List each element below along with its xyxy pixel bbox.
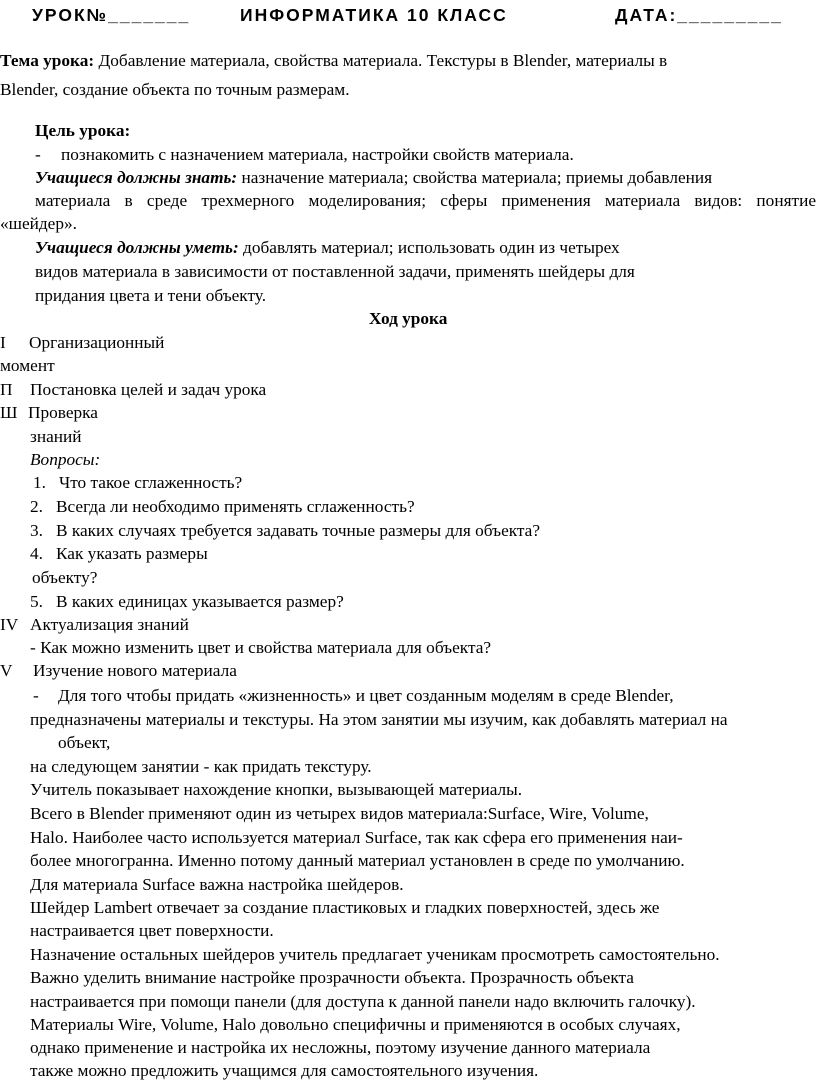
can-line-1 bbox=[35, 236, 620, 259]
question-1 bbox=[33, 471, 242, 494]
stage-5-text: Изучение нового материала bbox=[33, 661, 237, 680]
paragraph-1-line-2: предназначены материалы и текстуры. На этом занятии мы изучим, как добавлять материал на bbox=[30, 710, 728, 729]
date-field: ДАТА:_________ bbox=[615, 5, 783, 25]
stage-1-text: Организационный bbox=[29, 333, 165, 352]
paragraph-3-line-2: Halo. Наиболее часто используется материал Surface, так как сфера его применения наи- bbox=[30, 828, 683, 847]
question-1-number: 1. bbox=[33, 473, 46, 492]
can-label: Учащиеся должны уметь: bbox=[35, 238, 239, 257]
paragraph-7-line-2: однако применение и настройка их несложны, поэтому изучение данного материала bbox=[30, 1038, 651, 1057]
topic-text-1: Добавление материала, свойства материала. Текстуры в Blender, материалы в bbox=[98, 51, 668, 70]
paragraph-5-line-1: Шейдер Lambert отвечает за создание пластиковых и гладких поверхностей, здесь же bbox=[30, 898, 660, 917]
question-5-text: В каких единицах указывается размер? bbox=[56, 592, 344, 611]
stage-2-number: П bbox=[0, 380, 13, 399]
topic-text-2: Blender, создание объекта по точным размерам. bbox=[0, 80, 350, 99]
question-3-number: 3. bbox=[30, 521, 43, 540]
stage-1-number: I bbox=[0, 333, 6, 352]
stage-4-text: Актуализация знаний bbox=[30, 615, 189, 634]
paragraph-1-text: Для того чтобы придать «жизненность» и цвет созданным моделям в среде Blender, bbox=[58, 686, 674, 705]
stage-1-text-2: момент bbox=[0, 356, 55, 375]
paragraph-1-line-3: объект, bbox=[58, 733, 111, 752]
goal-text: познакомить с назначением материала, настройки свойств материала. bbox=[61, 145, 574, 164]
paragraph-6-line-3: настраивается при помощи панели (для доступа к данной панели надо включить галочку). bbox=[30, 992, 696, 1011]
goal-item bbox=[35, 143, 574, 166]
paragraph-5-line-2: настраивается цвет поверхности. bbox=[30, 921, 274, 940]
paragraph-7-line-3: также можно предложить учащимся для самостоятельного изучения. bbox=[30, 1061, 539, 1080]
stage-1 bbox=[0, 331, 164, 354]
lesson-number-field: УРОК№_______ bbox=[32, 5, 191, 25]
know-text-3: «шейдер». bbox=[0, 214, 77, 233]
goal-dash: - bbox=[35, 145, 41, 164]
stage-3-text-2: знаний bbox=[30, 427, 82, 446]
question-3 bbox=[30, 519, 540, 542]
topic-label: Тема урока: bbox=[0, 51, 95, 70]
goal-label: Цель урока: bbox=[35, 121, 131, 140]
stage-3 bbox=[0, 401, 98, 424]
question-4-text-2: объекту? bbox=[32, 568, 98, 587]
question-4-text: Как указать размеры bbox=[56, 544, 208, 563]
can-text-3: придания цвета и тени объекту. bbox=[35, 286, 267, 305]
question-4 bbox=[30, 542, 208, 565]
stage-3-number: Ш bbox=[0, 403, 18, 422]
stage-5-number: V bbox=[0, 661, 13, 680]
stage-3-text: Проверка bbox=[28, 403, 98, 422]
course-title: Ход урока bbox=[369, 309, 448, 328]
know-line-1 bbox=[35, 166, 712, 189]
know-label: Учащиеся должны знать: bbox=[35, 168, 238, 187]
stage-4-number: IV bbox=[0, 615, 19, 634]
question-3-text: В каких случаях требуется задавать точные размеры для объекта? bbox=[56, 521, 541, 540]
stage-5 bbox=[0, 659, 237, 682]
paragraph-4: Для материала Surface важна настройка шейдеров. bbox=[30, 875, 404, 894]
question-5-number: 5. bbox=[30, 592, 43, 611]
paragraph-1-dash: - bbox=[33, 686, 39, 705]
topic-line-1 bbox=[0, 49, 667, 72]
paragraph-2: Учитель показывает нахождение кнопки, вызывающей материалы. bbox=[30, 780, 523, 799]
paragraph-6-line-1: Назначение остальных шейдеров учитель предлагает ученикам просмотреть самостоятельно. bbox=[30, 945, 720, 964]
paragraph-1-line-4: на следующем занятии - как придать текстуру. bbox=[30, 757, 372, 776]
question-2 bbox=[30, 495, 415, 518]
paragraph-6-line-2: Важно уделить внимание настройке прозрачности объекта. Прозрачность объекта bbox=[30, 968, 634, 987]
question-1-text: Что такое сглаженность? bbox=[59, 473, 243, 492]
know-text-1: назначение материала; свойства материала; приемы добавления bbox=[241, 168, 713, 187]
know-text-2: материала в среде трехмерного моделирования; сферы применения материала видов: понятие bbox=[35, 191, 816, 210]
stage-4-question: - Как можно изменить цвет и свойства материала для объекта? bbox=[30, 638, 492, 657]
paragraph-1 bbox=[33, 684, 674, 707]
stage-2-text: Постановка целей и задач урока bbox=[30, 380, 267, 399]
can-text-2: видов материала в зависимости от поставленной задачи, применять шейдеры для bbox=[35, 262, 635, 281]
question-4-number: 4. bbox=[30, 544, 43, 563]
question-5 bbox=[30, 590, 344, 613]
stage-2 bbox=[0, 378, 266, 401]
can-text-1: добавлять материал; использовать один из четырех bbox=[243, 238, 620, 257]
paragraph-3-line-3: более многогранна. Именно потому данный материал установлен в среде по умолчанию. bbox=[30, 851, 685, 870]
paragraph-3-line-1: Всего в Blender применяют один из четырех видов материала:Surface, Wire, Volume, bbox=[30, 804, 649, 823]
question-2-text: Всегда ли необходимо применять сглаженность? bbox=[56, 497, 415, 516]
paragraph-7-line-1: Материалы Wire, Volume, Halo довольно специфичны и применяются в особых случаях, bbox=[30, 1015, 681, 1034]
stage-4 bbox=[0, 613, 189, 636]
questions-label: Вопросы: bbox=[30, 450, 101, 469]
subject-class-heading: ИНФОРМАТИКА 10 КЛАСС bbox=[240, 5, 508, 25]
question-2-number: 2. bbox=[30, 497, 43, 516]
